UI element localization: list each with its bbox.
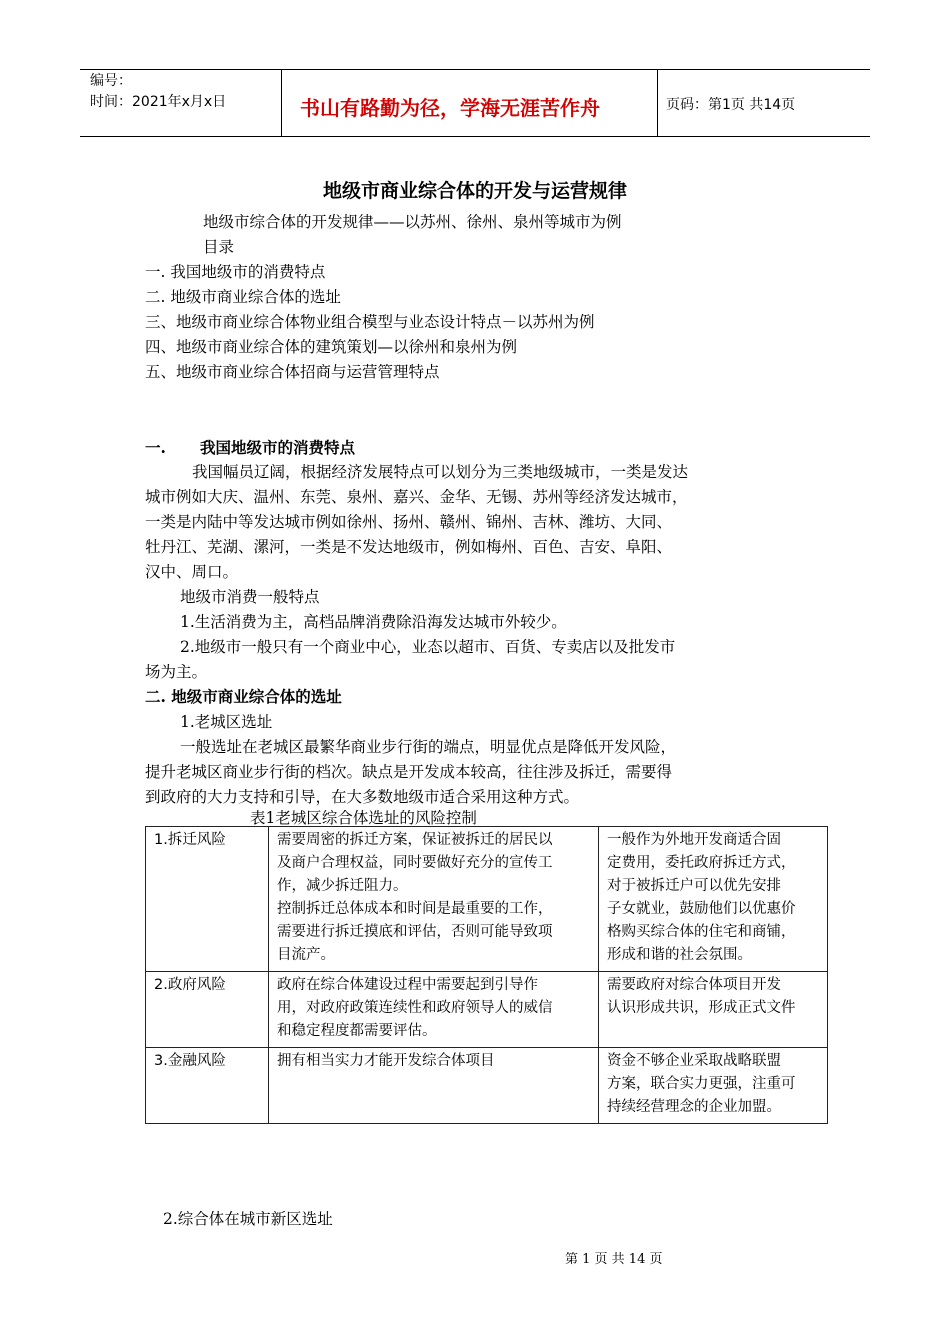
doc-number-label: 编号： (90, 73, 132, 89)
cell-line: 形成和谐的社会氛围。 (607, 947, 752, 963)
cell-line: 格购买综合体的住宅和商铺， (607, 924, 796, 940)
table-row (146, 827, 828, 972)
table-cell (599, 827, 828, 972)
cell-line: 子女就业，鼓励他们以优惠价 (607, 901, 796, 917)
cell-line: 和稳定程度都需要评估。 (277, 1023, 437, 1039)
toc-label: 目录 (203, 238, 235, 256)
paragraph-line: 一般选址在老城区最繁华商业步行街的端点，明显优点是降低开发风险， (180, 738, 677, 756)
doc-subtitle: 地级市综合体的开发规律——以苏州、徐州、泉州等城市为例 (203, 213, 622, 231)
subheading: 地级市消费一般特点 (180, 588, 320, 606)
paragraph-line: 提升老城区商业步行街的档次。缺点是开发成本较高，往往涉及拆迁，需要得 (145, 763, 673, 781)
cell-line: 需要进行拆迁摸底和评估，否则可能导致项 (277, 924, 553, 940)
page-footer: 第 1 页 共 14 页 (565, 1252, 663, 1267)
section1-number: 一. (145, 438, 166, 457)
table-cell (269, 1048, 599, 1124)
table-cell (599, 972, 828, 1048)
page-code: 页码：第1页 共14页 (666, 97, 796, 113)
table-cell (269, 972, 599, 1048)
cell-line: 拥有相当实力才能开发综合体项目 (277, 1053, 495, 1069)
cell-line: 持续经营理念的企业加盟。 (607, 1099, 781, 1115)
motto: 书山有路勤为径，学海无涯苦作舟 (300, 96, 600, 120)
paragraph-line: 到政府的大力支持和引导，在大多数地级市适合采用这种方式。 (145, 788, 580, 806)
table-cell (146, 972, 269, 1048)
paragraph-line: 汉中、周口。 (145, 563, 239, 581)
cell-line: 需要政府对综合体项目开发 (607, 977, 781, 993)
table-cell (269, 827, 599, 972)
section2-heading: 二. 地级市商业综合体的选址 (145, 687, 342, 706)
toc-item: 二. 地级市商业综合体的选址 (145, 288, 341, 306)
table-row (146, 1048, 828, 1124)
risk-name: 1.拆迁风险 (154, 832, 226, 848)
risk-name: 3.金融风险 (154, 1053, 226, 1069)
table-cell (146, 1048, 269, 1124)
list-item: 1.生活消费为主，高档品牌消费除沿海发达城市外较少。 (180, 613, 567, 631)
toc-item: 三、地级市商业综合体物业组合模型与业态设计特点－以苏州为例 (145, 313, 595, 331)
cell-line: 控制拆迁总体成本和时间是最重要的工作， (277, 901, 553, 917)
cell-line: 及商户合理权益，同时要做好充分的宣传工 (277, 855, 553, 871)
header-bottom-rule (80, 136, 870, 137)
doc-date: 时间：2021年x月x日 (90, 94, 227, 110)
cell-line: 一般作为外地开发商适合固 (607, 832, 781, 848)
paragraph-line: 牡丹江、芜湖、漯河，一类是不发达地级市，例如梅州、百色、吉安、阜阳、 (145, 538, 673, 556)
cell-line: 需要周密的拆迁方案，保证被拆迁的居民以 (277, 832, 553, 848)
list-item: 2.地级市一般只有一个商业中心，业态以超市、百货、专卖店以及批发市 (180, 638, 676, 656)
doc-title: 地级市商业综合体的开发与运营规律 (322, 180, 627, 202)
cell-line: 资金不够企业采取战略联盟 (607, 1053, 781, 1069)
table-row (146, 972, 828, 1048)
risk-name: 2.政府风险 (154, 977, 226, 993)
cell-line: 用，对政府政策连续性和政府领导人的威信 (277, 1000, 553, 1016)
toc-item: 五、地级市商业综合体招商与运营管理特点 (145, 363, 440, 381)
paragraph-line: 城市例如大庆、温州、东莞、泉州、嘉兴、金华、无锡、苏州等经济发达城市， (145, 488, 688, 506)
risk-table (145, 826, 828, 1124)
header-top-rule (80, 69, 870, 70)
paragraph-line: 我国幅员辽阔，根据经济发展特点可以划分为三类地级城市，一类是发达 (192, 463, 689, 481)
table-cell (599, 1048, 828, 1124)
cell-line: 作，减少拆迁阻力。 (277, 878, 408, 894)
paragraph-line: 一类是内陆中等发达城市例如徐州、扬州、赣州、锦州、吉林、潍坊、大同、 (145, 513, 673, 531)
header-divider (657, 70, 658, 136)
header-divider (281, 70, 282, 136)
toc-item: 四、地级市商业综合体的建筑策划—以徐州和泉州为例 (145, 338, 518, 356)
table-caption: 表1老城区综合体选址的风险控制 (250, 809, 477, 827)
cell-line: 对于被拆迁户可以优先安排 (607, 878, 781, 894)
cell-line: 定费用，委托政府拆迁方式， (607, 855, 796, 871)
list-item-continued: 场为主。 (145, 663, 208, 681)
subheading: 1.老城区选址 (180, 713, 273, 731)
cell-line: 政府在综合体建设过程中需要起到引导作 (277, 977, 538, 993)
cell-line: 认识形成共识，形成正式文件 (607, 1000, 796, 1016)
cell-line: 方案，联合实力更强，注重可 (607, 1076, 796, 1092)
table-cell (146, 827, 269, 972)
section1-heading: 我国地级市的消费特点 (200, 438, 356, 457)
subheading: 2.综合体在城市新区选址 (163, 1210, 333, 1228)
cell-line: 目流产。 (277, 947, 335, 963)
toc-item: 一. 我国地级市的消费特点 (145, 263, 326, 281)
